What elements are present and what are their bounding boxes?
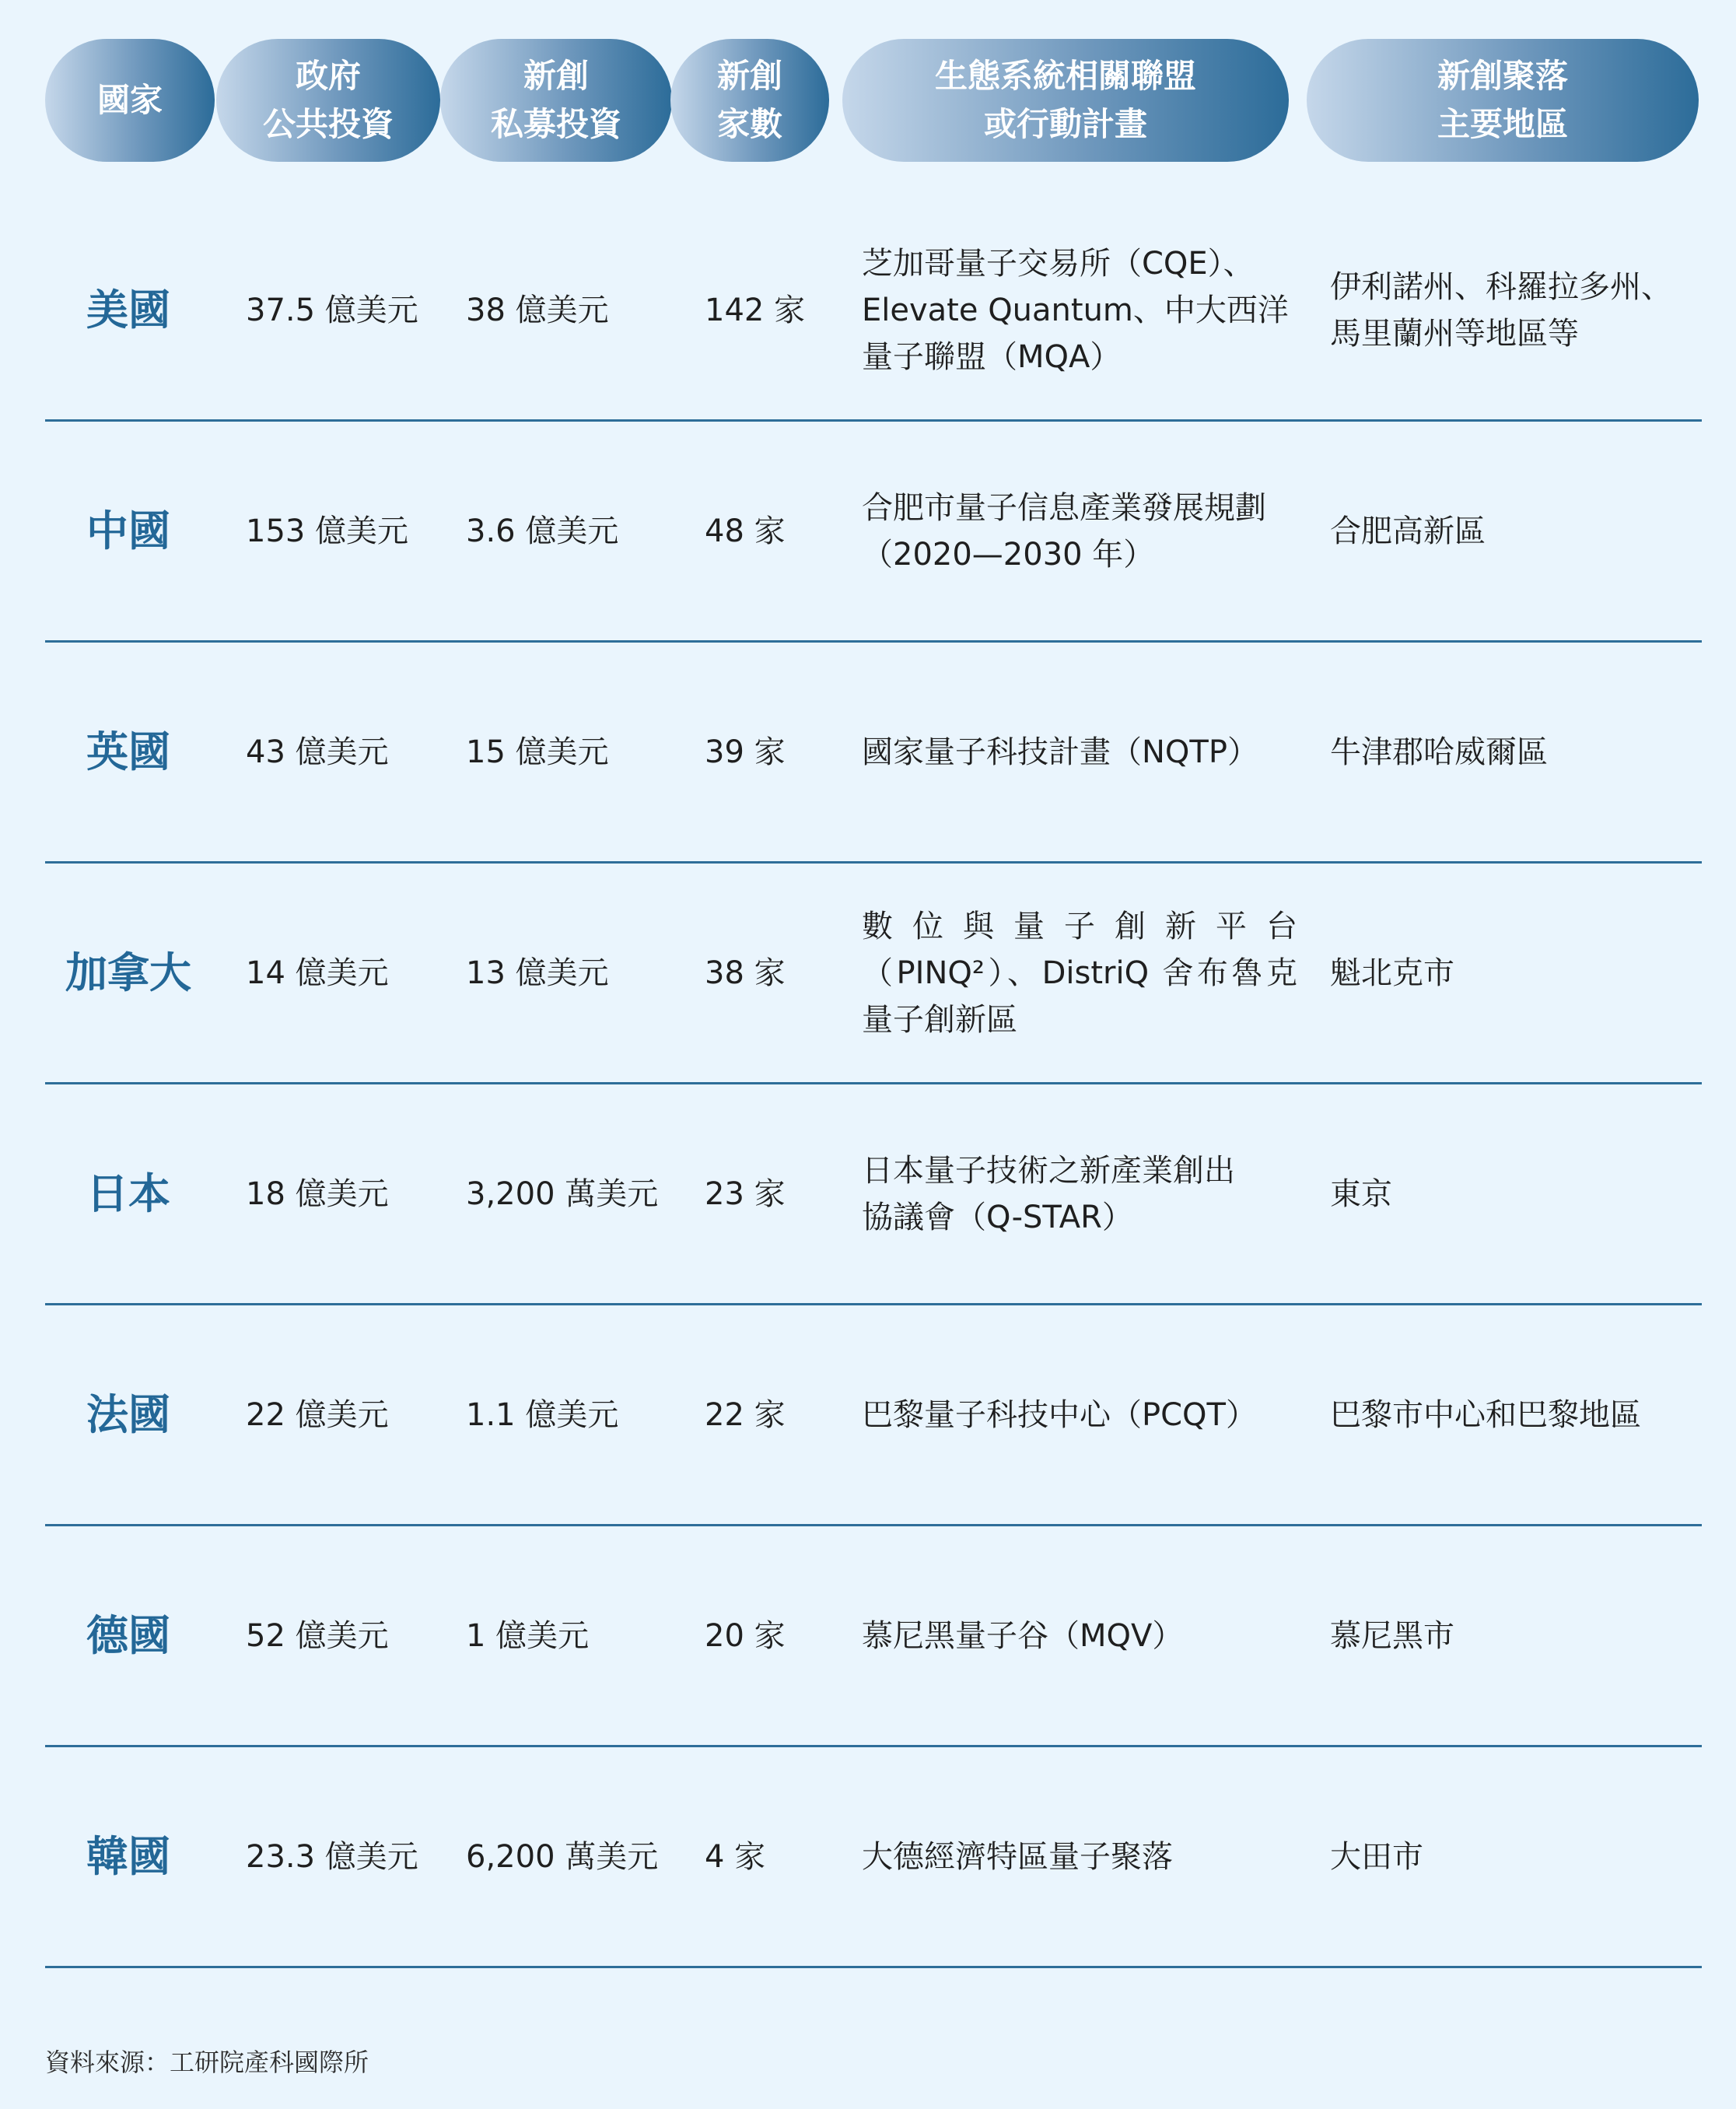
header-cluster-line-1: 新創聚落: [1437, 57, 1568, 95]
cluster-cell: [1330, 422, 1696, 640]
ecosystem-line: 慕尼黑量子谷（MQV）: [862, 1617, 1184, 1654]
cluster-line: 伊利諾州、科羅拉多州、: [1330, 268, 1672, 305]
gov-investment-cell: 22 億美元: [246, 1396, 389, 1433]
ecosystem-line: 大德經濟特區量子聚落: [862, 1838, 1173, 1875]
table-header: [0, 0, 1736, 202]
row-divider: [45, 1966, 1702, 1968]
header-ecosystem: [842, 39, 1289, 162]
source-note: 資料來源：工研院產科國際所: [45, 2048, 369, 2077]
ecosystem-line: （2020—2030 年）: [862, 536, 1155, 573]
cluster-line: 合肥高新區: [1330, 513, 1486, 549]
ecosystem-cell: [862, 201, 1297, 419]
country-cell: 加拿大: [65, 948, 191, 997]
startup-count-cell: 20 家: [705, 1617, 786, 1654]
startup-count-cell: 142 家: [705, 292, 806, 328]
startup-count-cell: 39 家: [705, 734, 786, 770]
header-eco-line-1: 生態系統相關聯盟: [934, 57, 1196, 95]
ecosystem-line: 芝加哥量子交易所（CQE）、: [862, 245, 1255, 282]
header-gov-line-1: 政府: [295, 57, 361, 95]
gov-investment-cell: 37.5 億美元: [246, 292, 418, 328]
private-investment-cell: 13 億美元: [466, 955, 609, 991]
country-cell: 英國: [86, 727, 170, 776]
ecosystem-cell: [862, 643, 1297, 861]
header-gov-investment: [216, 39, 440, 162]
cluster-line: 馬里蘭州等地區等: [1330, 315, 1579, 352]
header-num-line-1: 新創: [716, 57, 782, 95]
ecosystem-cell: [862, 1747, 1297, 1966]
cluster-line: 魁北克市: [1330, 955, 1454, 991]
cluster-cell: [1330, 1526, 1696, 1745]
header-startup-count: [670, 39, 829, 162]
cluster-line: 東京: [1330, 1175, 1392, 1212]
ecosystem-line: 日本量子技術之新產業創出: [862, 1152, 1235, 1189]
ecosystem-line: 協議會（Q-STAR）: [862, 1199, 1133, 1235]
gov-investment-cell: 14 億美元: [246, 955, 389, 991]
startup-count-cell: 23 家: [705, 1175, 786, 1212]
private-investment-cell: 6,200 萬美元: [466, 1838, 659, 1875]
header-eco-line-2: 或行動計畫: [983, 105, 1147, 143]
gov-investment-cell: 18 億美元: [246, 1175, 389, 1212]
cluster-line: 大田市: [1330, 1838, 1423, 1875]
header-priv-line-2: 私募投資: [490, 105, 621, 143]
cluster-line: 牛津郡哈威爾區: [1330, 734, 1548, 770]
table-row: [0, 1305, 1736, 1526]
header-num-line-2: 家數: [716, 105, 782, 143]
table-body: [0, 201, 1736, 1968]
table-row: [0, 864, 1736, 1084]
table-row: [0, 201, 1736, 422]
private-investment-cell: 3.6 億美元: [466, 513, 619, 549]
ecosystem-cell: [862, 864, 1297, 1082]
header-cluster: [1307, 39, 1699, 162]
ecosystem-cell: [862, 1526, 1297, 1745]
cluster-cell: [1330, 643, 1696, 861]
header-country: [45, 39, 215, 162]
ecosystem-line: Elevate Quantum、中大西洋: [862, 292, 1289, 328]
startup-count-cell: 4 家: [705, 1838, 766, 1875]
country-cell: 中國: [86, 506, 170, 555]
cluster-line: 慕尼黑市: [1330, 1617, 1454, 1654]
header-country-label: 國家: [96, 81, 163, 119]
cluster-line: 巴黎市中心和巴黎地區: [1330, 1396, 1641, 1433]
cluster-cell: [1330, 1747, 1696, 1966]
gov-investment-cell: 153 億美元: [246, 513, 409, 549]
cluster-cell: [1330, 864, 1696, 1082]
private-investment-cell: 38 億美元: [466, 292, 609, 328]
gov-investment-cell: 23.3 億美元: [246, 1838, 418, 1875]
table-row: [0, 1084, 1736, 1305]
table-row: [0, 643, 1736, 864]
ecosystem-line: 數位與量子創新平台: [862, 908, 1297, 944]
header-private-investment: [440, 39, 672, 162]
private-investment-cell: 15 億美元: [466, 734, 609, 770]
cluster-cell: [1330, 1084, 1696, 1303]
table-row: [0, 1526, 1736, 1747]
ecosystem-line: 量子創新區: [862, 1001, 1017, 1038]
country-cell: 美國: [86, 285, 170, 335]
header-gov-line-2: 公共投資: [262, 105, 394, 143]
country-cell: 德國: [86, 1610, 170, 1660]
table-row: [0, 1747, 1736, 1968]
cluster-cell: [1330, 201, 1696, 419]
ecosystem-cell: [862, 422, 1297, 640]
gov-investment-cell: 43 億美元: [246, 734, 389, 770]
ecosystem-line: （PINQ²）、DistriQ 舍布魯克: [862, 955, 1297, 991]
private-investment-cell: 3,200 萬美元: [466, 1175, 659, 1212]
country-cell: 法國: [86, 1389, 170, 1439]
gov-investment-cell: 52 億美元: [246, 1617, 389, 1654]
startup-count-cell: 22 家: [705, 1396, 786, 1433]
private-investment-cell: 1.1 億美元: [466, 1396, 619, 1433]
ecosystem-line: 國家量子科技計畫（NQTP）: [862, 734, 1258, 770]
table-row: [0, 422, 1736, 643]
country-cell: 韓國: [86, 1831, 170, 1881]
ecosystem-line: 巴黎量子科技中心（PCQT）: [862, 1396, 1257, 1433]
country-cell: 日本: [86, 1168, 170, 1218]
header-cluster-line-2: 主要地區: [1437, 105, 1568, 143]
startup-count-cell: 38 家: [705, 955, 786, 991]
cluster-cell: [1330, 1305, 1696, 1524]
header-priv-line-1: 新創: [523, 57, 589, 95]
ecosystem-cell: [862, 1305, 1297, 1524]
ecosystem-line: 量子聯盟（MQA）: [862, 338, 1122, 375]
private-investment-cell: 1 億美元: [466, 1617, 590, 1654]
ecosystem-line: 合肥市量子信息產業發展規劃: [862, 489, 1266, 526]
ecosystem-cell: [862, 1084, 1297, 1303]
startup-count-cell: 48 家: [705, 513, 786, 549]
